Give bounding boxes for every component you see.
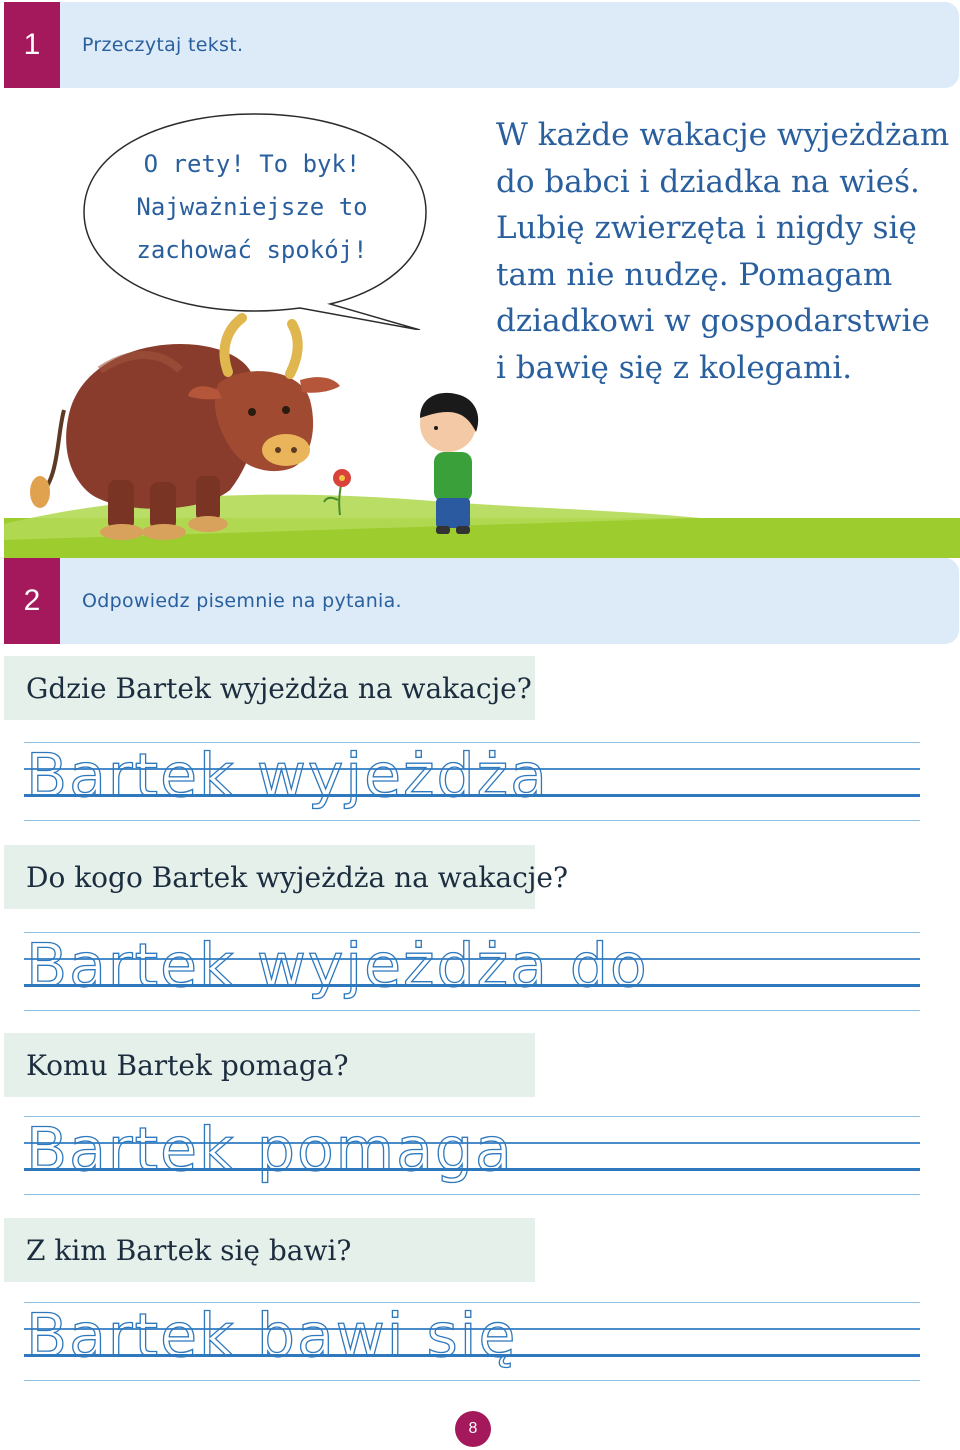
question-text: Z kim Bartek się bawi? [26,1233,352,1267]
question-text: Gdzie Bartek wyjeżdża na wakacje? [26,671,532,705]
writing-lines[interactable] [24,1302,920,1382]
story-line: Lubię zwierzęta i nigdy się [496,210,917,246]
trace-text: Bartek wyjeżdża [26,741,549,811]
page-number: 8 [455,1411,491,1447]
question-text: Komu Bartek pomaga? [26,1048,349,1082]
question-text: Do kogo Bartek wyjeżdża na wakacje? [26,860,569,894]
question-box [4,1033,535,1097]
task-instruction: Przeczytaj tekst. [82,34,244,56]
speech-line: O rety! To byk! [143,150,361,178]
question-box [4,656,535,720]
writing-lines[interactable] [24,742,920,822]
writing-lines[interactable] [24,1116,920,1196]
task-1-header [4,2,959,88]
trace-text: Bartek pomaga [26,1115,514,1185]
task-number: 1 [4,2,60,88]
trace-text: Bartek wyjeżdża do [26,931,649,1001]
story-line: tam nie nudzę. Pomagam [496,256,893,293]
question-box [4,1218,535,1282]
task-instruction: Odpowiedz pisemnie na pytania. [82,590,402,612]
writing-lines[interactable] [24,932,920,1012]
task-2-header [4,558,959,644]
story-line: do babci i dziadka na wieś. [496,163,920,200]
speech-bubble-text [112,143,392,272]
story-line: dziadkowi w gospodarstwie [496,303,930,339]
speech-line: zachować spokój! [136,236,368,264]
trace-text: Bartek bawi się [26,1301,518,1371]
speech-line: Najważniejsze to [136,193,368,221]
story-line: i bawię się z kolegami. [496,349,853,386]
story-line: W każde wakacje wyjeżdżam [496,117,950,153]
question-box [4,845,569,909]
task-number: 2 [4,558,60,644]
story-text [496,112,950,391]
